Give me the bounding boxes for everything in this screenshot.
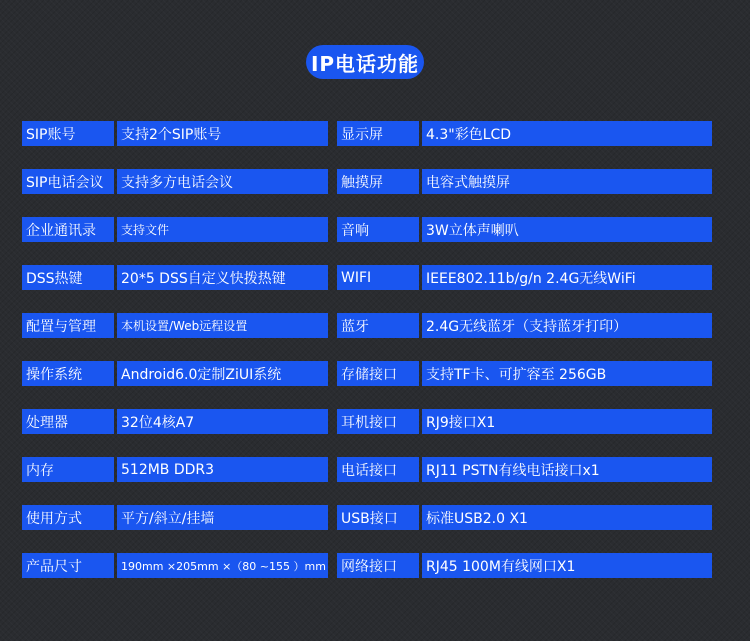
spec-label-right: 音响 [337, 217, 419, 242]
spec-label-right: 触摸屏 [337, 169, 419, 194]
spec-label-left: 产品尺寸 [22, 553, 114, 578]
spec-value-right: 支持TF卡、可扩容至 256GB [422, 361, 712, 386]
spec-label-left: 配置与管理 [22, 313, 114, 338]
spec-value-right: 3W立体声喇叭 [422, 217, 712, 242]
spec-row [22, 553, 712, 578]
page-title: IP电话功能 [306, 45, 424, 79]
spec-value-right: IEEE802.11b/g/n 2.4G无线WiFi [422, 265, 712, 290]
spec-row [22, 121, 712, 146]
spec-value-left: 20*5 DSS自定义快拨热键 [117, 265, 328, 290]
spec-value-right: 2.4G无线蓝牙（支持蓝牙打印） [422, 313, 712, 338]
spec-row [22, 409, 712, 434]
spec-value-left: 本机设置/Web远程设置 [117, 313, 328, 338]
spec-value-right: RJ11 PSTN有线电话接口x1 [422, 457, 712, 482]
spec-label-left: 内存 [22, 457, 114, 482]
spec-value-left: 支持多方电话会议 [117, 169, 328, 194]
spec-value-right: 标准USB2.0 X1 [422, 505, 712, 530]
spec-row [22, 313, 712, 338]
spec-label-left: DSS热键 [22, 265, 114, 290]
spec-value-left: 32位4核A7 [117, 409, 328, 434]
spec-label-right: 蓝牙 [337, 313, 419, 338]
spec-row [22, 457, 712, 482]
spec-label-right: 显示屏 [337, 121, 419, 146]
spec-label-right: 存储接口 [337, 361, 419, 386]
spec-row [22, 217, 712, 242]
spec-value-right: 4.3"彩色LCD [422, 121, 712, 146]
spec-value-right: RJ9接口X1 [422, 409, 712, 434]
spec-value-right: RJ45 100M有线网口X1 [422, 553, 712, 578]
spec-value-left: Android6.0定制ZiUI系统 [117, 361, 328, 386]
spec-value-left: 512MB DDR3 [117, 457, 328, 482]
spec-row [22, 361, 712, 386]
spec-label-left: 企业通讯录 [22, 217, 114, 242]
spec-label-left: 操作系统 [22, 361, 114, 386]
spec-row [22, 265, 712, 290]
spec-row [22, 505, 712, 530]
spec-label-right: USB接口 [337, 505, 419, 530]
spec-value-left: 190mm ×205mm ×（80 ~155 ）mm [117, 553, 328, 578]
spec-label-left: SIP电话会议 [22, 169, 114, 194]
spec-value-left: 支持2个SIP账号 [117, 121, 328, 146]
spec-value-left: 平方/斜立/挂墙 [117, 505, 328, 530]
spec-label-right: 网络接口 [337, 553, 419, 578]
spec-label-right: 耳机接口 [337, 409, 419, 434]
spec-label-left: SIP账号 [22, 121, 114, 146]
spec-label-left: 处理器 [22, 409, 114, 434]
spec-label-right: WIFI [337, 265, 419, 290]
spec-table [22, 121, 712, 601]
spec-value-left: 支持文件 [117, 217, 328, 242]
spec-label-left: 使用方式 [22, 505, 114, 530]
spec-row [22, 169, 712, 194]
spec-label-right: 电话接口 [337, 457, 419, 482]
spec-value-right: 电容式触摸屏 [422, 169, 712, 194]
